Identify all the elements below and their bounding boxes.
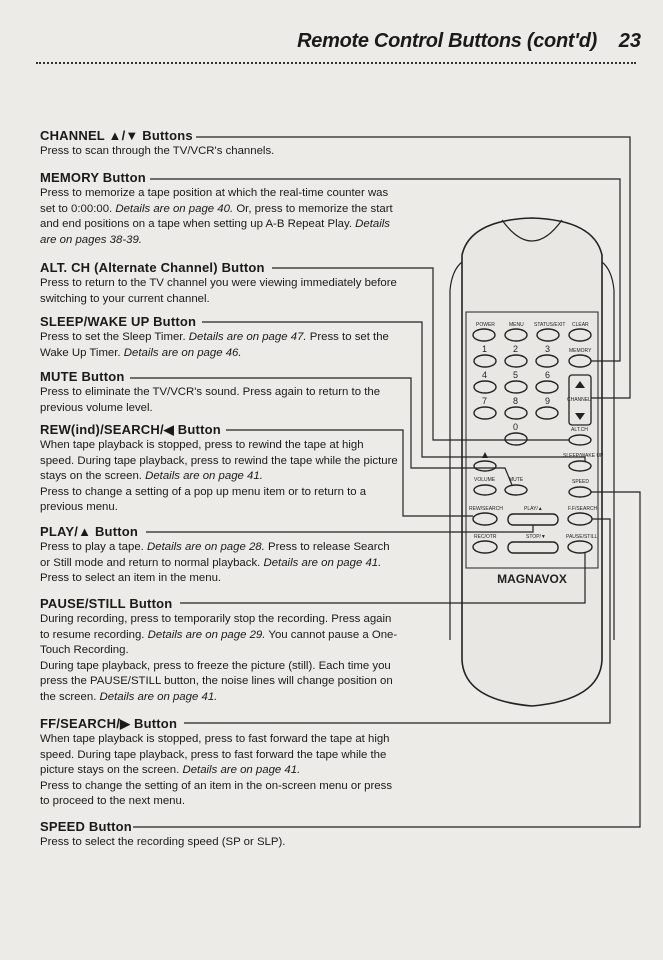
- page-reference: Details are on page 29.: [147, 628, 266, 641]
- digit-7-label: 7: [482, 396, 488, 406]
- entry-heading: PAUSE/STILL Button: [40, 596, 173, 611]
- body-text: Press to set the Sleep Timer.: [40, 331, 189, 343]
- body-text: Press to scan through the TV/VCR's channels.: [40, 145, 275, 157]
- body-text: During recording, press to temporarily stop the recording. Press again to resume recording.: [40, 613, 392, 641]
- entry-heading: ALT. CH (Alternate Channel) Button: [40, 260, 265, 275]
- body-text: Press to return to the TV channel you were viewing immediately before switching to your current channel.: [40, 277, 397, 305]
- body-text: Press to release Search or Still mode and return to normal playback.: [40, 541, 390, 569]
- body-text: Press to change the setting of an item in the on-screen menu or press to proceed to the next menu.: [40, 779, 393, 808]
- page-number: 23: [618, 30, 641, 52]
- stop-label: STOP/▼: [526, 534, 546, 540]
- body-text: Press to select an item in the menu.: [40, 572, 222, 585]
- entry-heading: REW(ind)/SEARCH/◀ Button: [40, 422, 221, 437]
- rec-label: REC/OTR: [474, 534, 497, 540]
- digit-5-label: 5: [513, 370, 519, 380]
- body-text: Press to eliminate the TV/VCR's sound. Press again to return to the previous volume level.: [40, 386, 381, 414]
- digit-9-label: 9: [545, 396, 551, 406]
- body-text: When tape playback is stopped, press to fast forward the tape at high speed. During tape playback, press to fast forward the tape while the picture stays on the screen.: [40, 733, 390, 777]
- page-reference: Details are on page 41.: [99, 690, 218, 703]
- body-text: Press to set the Wake Up Timer.: [40, 331, 389, 359]
- body-text: Press to select the recording speed (SP or SLP).: [40, 836, 286, 848]
- digit-3-label: 3: [545, 344, 551, 354]
- pause-label: PAUSE/STILL: [566, 534, 598, 540]
- entry-heading: PLAY/▲ Button: [40, 524, 139, 539]
- body-text: Press to memorize a tape position at which the real-time counter was set to 0:00:00.: [40, 187, 389, 215]
- page-reference: Details are on page 40.: [115, 202, 234, 215]
- page-reference: Details are on pages 38-39.: [40, 218, 390, 246]
- memory-label: MEMORY: [569, 348, 592, 354]
- entry-heading: CHANNEL ▲/▼ Buttons: [40, 128, 193, 143]
- digit-6-label: 6: [545, 370, 551, 380]
- ff-label: F.F/SEARCH: [568, 506, 598, 512]
- body-text: When tape playback is stopped, press to rewind the tape at high speed. During tape playback, press to rewind the tape while the picture stays on the screen.: [40, 439, 398, 483]
- sleep-label: SLEEP/WAKE UP: [563, 453, 604, 459]
- power-label: POWER: [476, 322, 495, 328]
- page-reference: Details are on page 47.: [188, 331, 307, 343]
- clear-label: CLEAR: [572, 322, 589, 328]
- digit-4-label: 4: [482, 370, 488, 380]
- entry-heading: MUTE Button: [40, 369, 125, 384]
- play-label: PLAY/▲: [524, 506, 543, 512]
- page-reference: Details are on page 28.: [147, 541, 265, 553]
- body-text: You cannot pause a One-Touch Recording.: [40, 628, 398, 657]
- entry-heading: SPEED Button: [40, 819, 132, 834]
- entry-heading: MEMORY Button: [40, 170, 146, 185]
- channel-label: CHANNEL: [567, 397, 591, 403]
- body-text: Or, press to memorize the start and end positions on a tape when setting up A-B Repeat Play.: [40, 202, 393, 231]
- page-reference: Details are on page 41.: [145, 470, 263, 483]
- page-reference: Details are on page 41.: [263, 556, 382, 569]
- digit-0-label: 0: [513, 422, 519, 432]
- mute-label: MUTE: [509, 477, 524, 483]
- page-reference: Details are on page 41.: [182, 764, 301, 777]
- digit-1-label: 1: [482, 344, 488, 354]
- alt-ch-label: ALT.CH: [571, 427, 588, 433]
- page-reference: Details are on page 46.: [123, 346, 242, 359]
- body-text: Press to play a tape.: [40, 541, 148, 553]
- volume-label: VOLUME: [474, 477, 496, 483]
- body-text: During tape playback, press to freeze the picture (still). Each time you press the PAUSE/STILL button, the noise lines will change position on the screen.: [40, 659, 393, 703]
- speed-label: SPEED: [572, 479, 589, 485]
- digit-8-label: 8: [513, 396, 519, 406]
- rew-label: REW/SEARCH: [469, 506, 503, 512]
- remote-outline: [462, 218, 602, 706]
- body-text: Press to change a setting of a pop up menu item or to return to a previous menu.: [40, 485, 367, 514]
- digit-2-label: 2: [513, 344, 519, 354]
- page-title: Remote Control Buttons (cont'd): [297, 30, 597, 52]
- status-exit-label: STATUS/EXIT: [534, 322, 566, 328]
- entry-heading: SLEEP/WAKE UP Button: [40, 314, 197, 329]
- brand-logo: MAGNAVOX: [497, 572, 567, 586]
- entry-heading: FF/SEARCH/▶ Button: [40, 716, 178, 731]
- menu-label: MENU: [509, 322, 524, 328]
